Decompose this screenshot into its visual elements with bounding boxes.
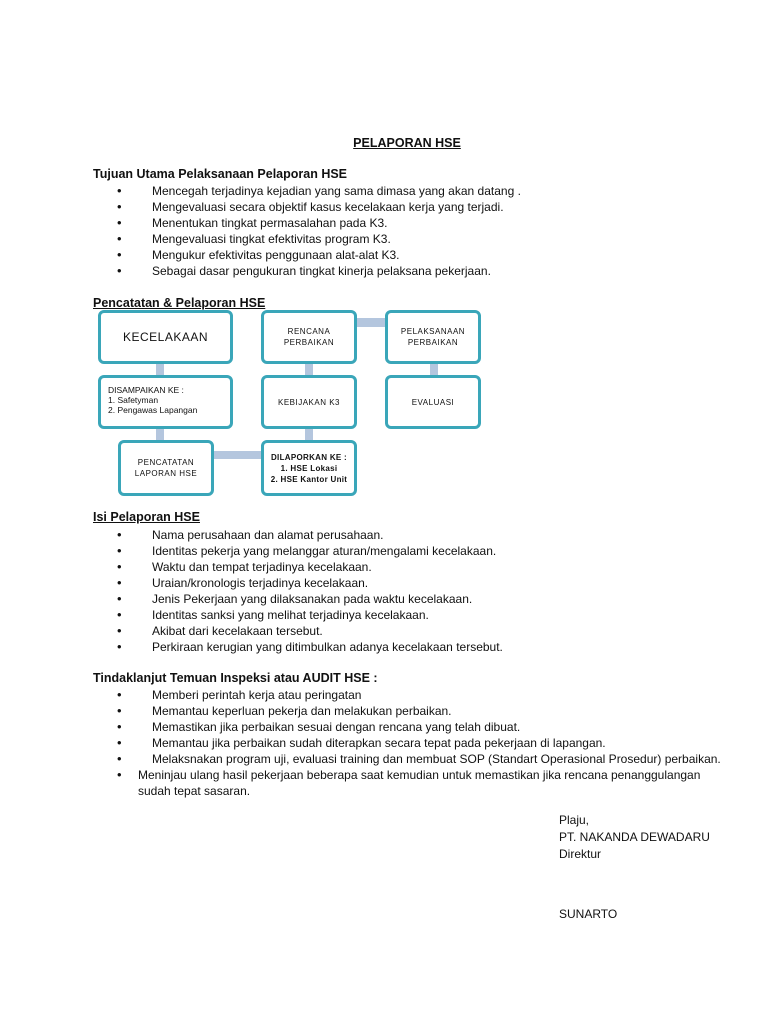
box-rencana-perbaikan	[261, 310, 357, 364]
pencatatan-line: LAPORAN HSE	[134, 469, 198, 478]
connector-pencatatan-dilaporkan	[212, 451, 266, 459]
box-evaluasi	[385, 375, 481, 429]
box-pelaksanaan-perbaikan	[385, 310, 481, 364]
page-title: PELAPORAN HSE	[353, 136, 461, 150]
list-item-text: • Meninjau ulang hasil pekerjaan beberapa saat kemudian untuk memastikan jika rencana penanggulangan sudah tepat sasaran.	[138, 768, 701, 798]
box-pencatatan	[118, 440, 214, 496]
list-item: • Memastikan jika perbaikan sesuai dengan rencana yang telah dibuat.	[96, 719, 736, 735]
list-item: • Jenis Pekerjaan yang dilaksanakan pada waktu kecelakaan.	[96, 591, 503, 607]
pelaksanaan-line: PELAKSANAAN	[400, 327, 466, 336]
list-item: • Perkiraan kerugian yang ditimbulkan adanya kecelakaan tersebut.	[96, 639, 503, 655]
tindaklanjut-list	[96, 687, 736, 799]
box-kecelakaan-label: KECELAKAAN	[122, 329, 209, 344]
box-kecelakaan	[98, 310, 233, 364]
dilaporkan-item: 1. HSE Lokasi	[280, 463, 338, 473]
list-item: • Waktu dan tempat terjadinya kecelakaan.	[96, 559, 503, 575]
list-item: • Identitas pekerja yang melanggar aturan/mengalami kecelakaan.	[96, 543, 503, 559]
dilaporkan-title: DILAPORKAN KE :	[270, 452, 348, 462]
disampaikan-title: DISAMPAIKAN KE :	[108, 385, 184, 395]
rencana-line: PERBAIKAN	[283, 338, 335, 347]
isi-list	[96, 527, 503, 655]
list-item: • Sebagai dasar pengukuran tingkat kinerja pelaksana pekerjaan.	[96, 263, 521, 279]
list-item: • Mengevaluasi tingkat efektivitas program K3.	[96, 231, 521, 247]
list-item: • Melaksnakan program uji, evaluasi training dan membuat SOP (Standart Operasional Prosedur) perbaikan.	[96, 751, 736, 767]
list-item: • Mengevaluasi secara objektif kasus kecelakaan kerja yang terjadi.	[96, 199, 521, 215]
section-heading-tujuan: Tujuan Utama Pelaksanaan Pelaporan HSE	[93, 167, 348, 181]
list-item: • Memberi perintah kerja atau peringatan	[96, 687, 736, 703]
list-item: • Uraian/kronologis terjadinya kecelakaan.	[96, 575, 503, 591]
list-item: • Mencegah terjadinya kejadian yang sama dimasa yang akan datang .	[96, 183, 521, 199]
list-item: • Mengukur efektivitas penggunaan alat-alat K3.	[96, 247, 521, 263]
list-item: • Akibat dari kecelakaan tersebut.	[96, 623, 503, 639]
signature-name: SUNARTO	[559, 907, 618, 921]
section-heading-pencatatan: Pencatatan & Pelaporan HSE	[93, 296, 266, 310]
pencatatan-line: PENCATATAN	[137, 458, 195, 467]
rencana-line: RENCANA	[287, 327, 331, 336]
box-disampaikan	[98, 375, 233, 429]
evaluasi-label: EVALUASI	[411, 397, 455, 407]
list-item: • Memantau keperluan pekerja dan melakukan perbaikan.	[96, 703, 736, 719]
signature-company: PT. NAKANDA DEWADARU	[559, 830, 710, 844]
box-kebijakan-k3	[261, 375, 357, 429]
box-dilaporkan	[261, 440, 357, 496]
list-item: • Memantau jika perbaikan sudah diterapkan secara tepat pada pekerjaan di lapangan.	[96, 735, 736, 751]
kebijakan-label: KEBIJAKAN K3	[277, 397, 341, 407]
connector-rencana-pelaksanaan	[354, 318, 388, 327]
signature-position: Direktur	[559, 847, 602, 861]
dilaporkan-item: 2. HSE Kantor Unit	[270, 474, 348, 484]
section-heading-isi: Isi Pelaporan HSE	[93, 510, 200, 524]
signature-block	[559, 812, 710, 863]
list-item: • Nama perusahaan dan alamat perusahaan.	[96, 527, 503, 543]
list-item: • Identitas sanksi yang melihat terjadinya kecelakaan.	[96, 607, 503, 623]
disampaikan-item: 2. Pengawas Lapangan	[108, 405, 198, 415]
section-heading-tindaklanjut: Tindaklanjut Temuan Inspeksi atau AUDIT HSE :	[93, 671, 378, 685]
pelaksanaan-line: PERBAIKAN	[407, 338, 459, 347]
signature-place: Plaju,	[559, 813, 590, 827]
list-item: • Menentukan tingkat permasalahan pada K3.	[96, 215, 521, 231]
tujuan-list	[96, 183, 521, 279]
disampaikan-item: 1. Safetyman	[108, 395, 159, 405]
list-item-wrapped	[96, 767, 736, 799]
